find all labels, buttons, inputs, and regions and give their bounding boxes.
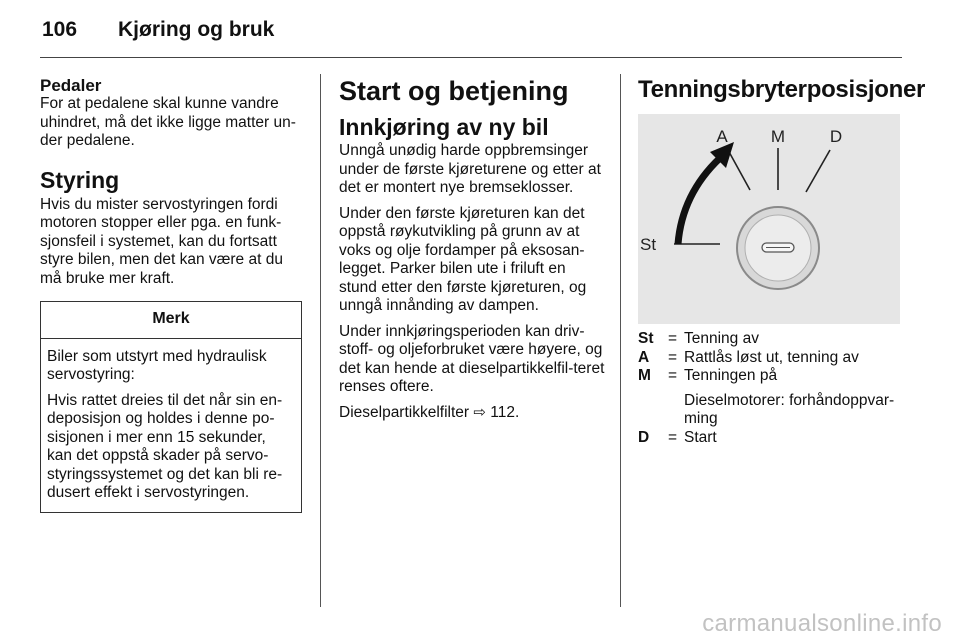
watermark: carmanualsonline.info bbox=[702, 610, 942, 637]
column-divider-2 bbox=[620, 74, 621, 607]
legend-equals: = bbox=[668, 367, 678, 384]
note-paragraph-1: Biler som utstyrt med hydraulisk servostyring: bbox=[47, 347, 267, 383]
note-box bbox=[40, 301, 302, 513]
innkjoring-paragraph-2: Under den første kjøreturen kan det oppstå røykutvikling på grunn av at voks og olje fordamper på eksosan-legget. Parker bilen ute i friluft en stund etter den første kjøreturen, og unngå innånding av dampen. bbox=[339, 204, 587, 314]
legend-value: Start bbox=[684, 428, 717, 446]
legend-m-extra: Dieselmotorer: forhåndoppvar-ming bbox=[684, 391, 895, 427]
ignition-switch-figure bbox=[638, 114, 900, 324]
legend-value: Tenningen på bbox=[684, 367, 778, 384]
reference-page: 112. bbox=[490, 403, 520, 421]
innkjoring-paragraph-3: Under innkjøringsperioden kan driv-stoff- og oljeforbruket være høyere, og det kan hende at dieselpartikkelfil-teret renses oftere. bbox=[339, 322, 605, 395]
column-left bbox=[40, 76, 302, 513]
legend-key: St bbox=[638, 330, 654, 347]
legend-row-m bbox=[638, 367, 902, 386]
legend-list bbox=[638, 330, 902, 447]
reference-text: Dieselpartikkelfilter bbox=[339, 403, 470, 421]
page-number: 106 bbox=[42, 18, 78, 41]
note-body bbox=[41, 339, 301, 512]
legend-key: M bbox=[638, 367, 651, 384]
styring-text: Hvis du mister servostyringen fordi motoren stopper eller pga. en funk-sjonsfeil i systemet, kan du fortsatt styre bilen, men det kan være at du må bruke mer kraft. bbox=[40, 195, 283, 287]
innkjoring-paragraph-1: Unngå unødig harde oppbremsinger under de første kjøreturene og etter at det er montert nye bremseklosser. bbox=[339, 142, 601, 196]
ignition-switch-diagram bbox=[638, 114, 900, 324]
note-title: Merk bbox=[41, 302, 301, 339]
legend-row-a bbox=[638, 349, 902, 368]
legend-key: D bbox=[638, 428, 650, 446]
legend-row-st bbox=[638, 330, 902, 349]
column-middle bbox=[339, 76, 607, 429]
styring-heading: Styring bbox=[40, 166, 120, 193]
label-d: D bbox=[829, 127, 843, 146]
legend-equals: = bbox=[668, 348, 678, 366]
label-st: St bbox=[640, 235, 657, 254]
legend-equals: = bbox=[668, 428, 678, 446]
label-m: M bbox=[770, 127, 786, 146]
legend-equals: = bbox=[668, 330, 678, 347]
innkjoring-heading: Innkjøring av ny bil bbox=[339, 114, 549, 140]
page-heading: Kjøring og bruk bbox=[118, 18, 275, 41]
legend-key: A bbox=[638, 348, 650, 366]
note-paragraph-2: Hvis rattet dreies til det når sin en-deposisjon og holdes i denne po-sisjonen i mer enn 15 sekunder, kan det oppstå skader på servo-styringssystemet og det kan bli re-dusert effekt i servostyringen. bbox=[47, 391, 283, 501]
column-divider-1 bbox=[320, 74, 321, 607]
legend-value: Rattlås løst ut, tenning av bbox=[684, 348, 859, 366]
legend-row-d bbox=[638, 429, 902, 448]
column-right bbox=[638, 76, 926, 447]
header-rule bbox=[40, 57, 902, 58]
label-a: A bbox=[716, 127, 728, 146]
dieselpartikkelfilter-reference[interactable] bbox=[339, 404, 607, 423]
pedaler-heading: Pedaler bbox=[40, 76, 102, 95]
tenningsbryter-heading: Tenningsbryterposisjoner bbox=[638, 76, 926, 103]
legend-value: Tenning av bbox=[684, 330, 759, 347]
start-heading: Start og betjening bbox=[339, 76, 569, 106]
pedaler-text: For at pedalene skal kunne vandre uhindret, må det ikke ligge matter un-der pedalene. bbox=[40, 95, 296, 149]
page-reference-arrow-icon: ⇨ bbox=[473, 403, 486, 421]
